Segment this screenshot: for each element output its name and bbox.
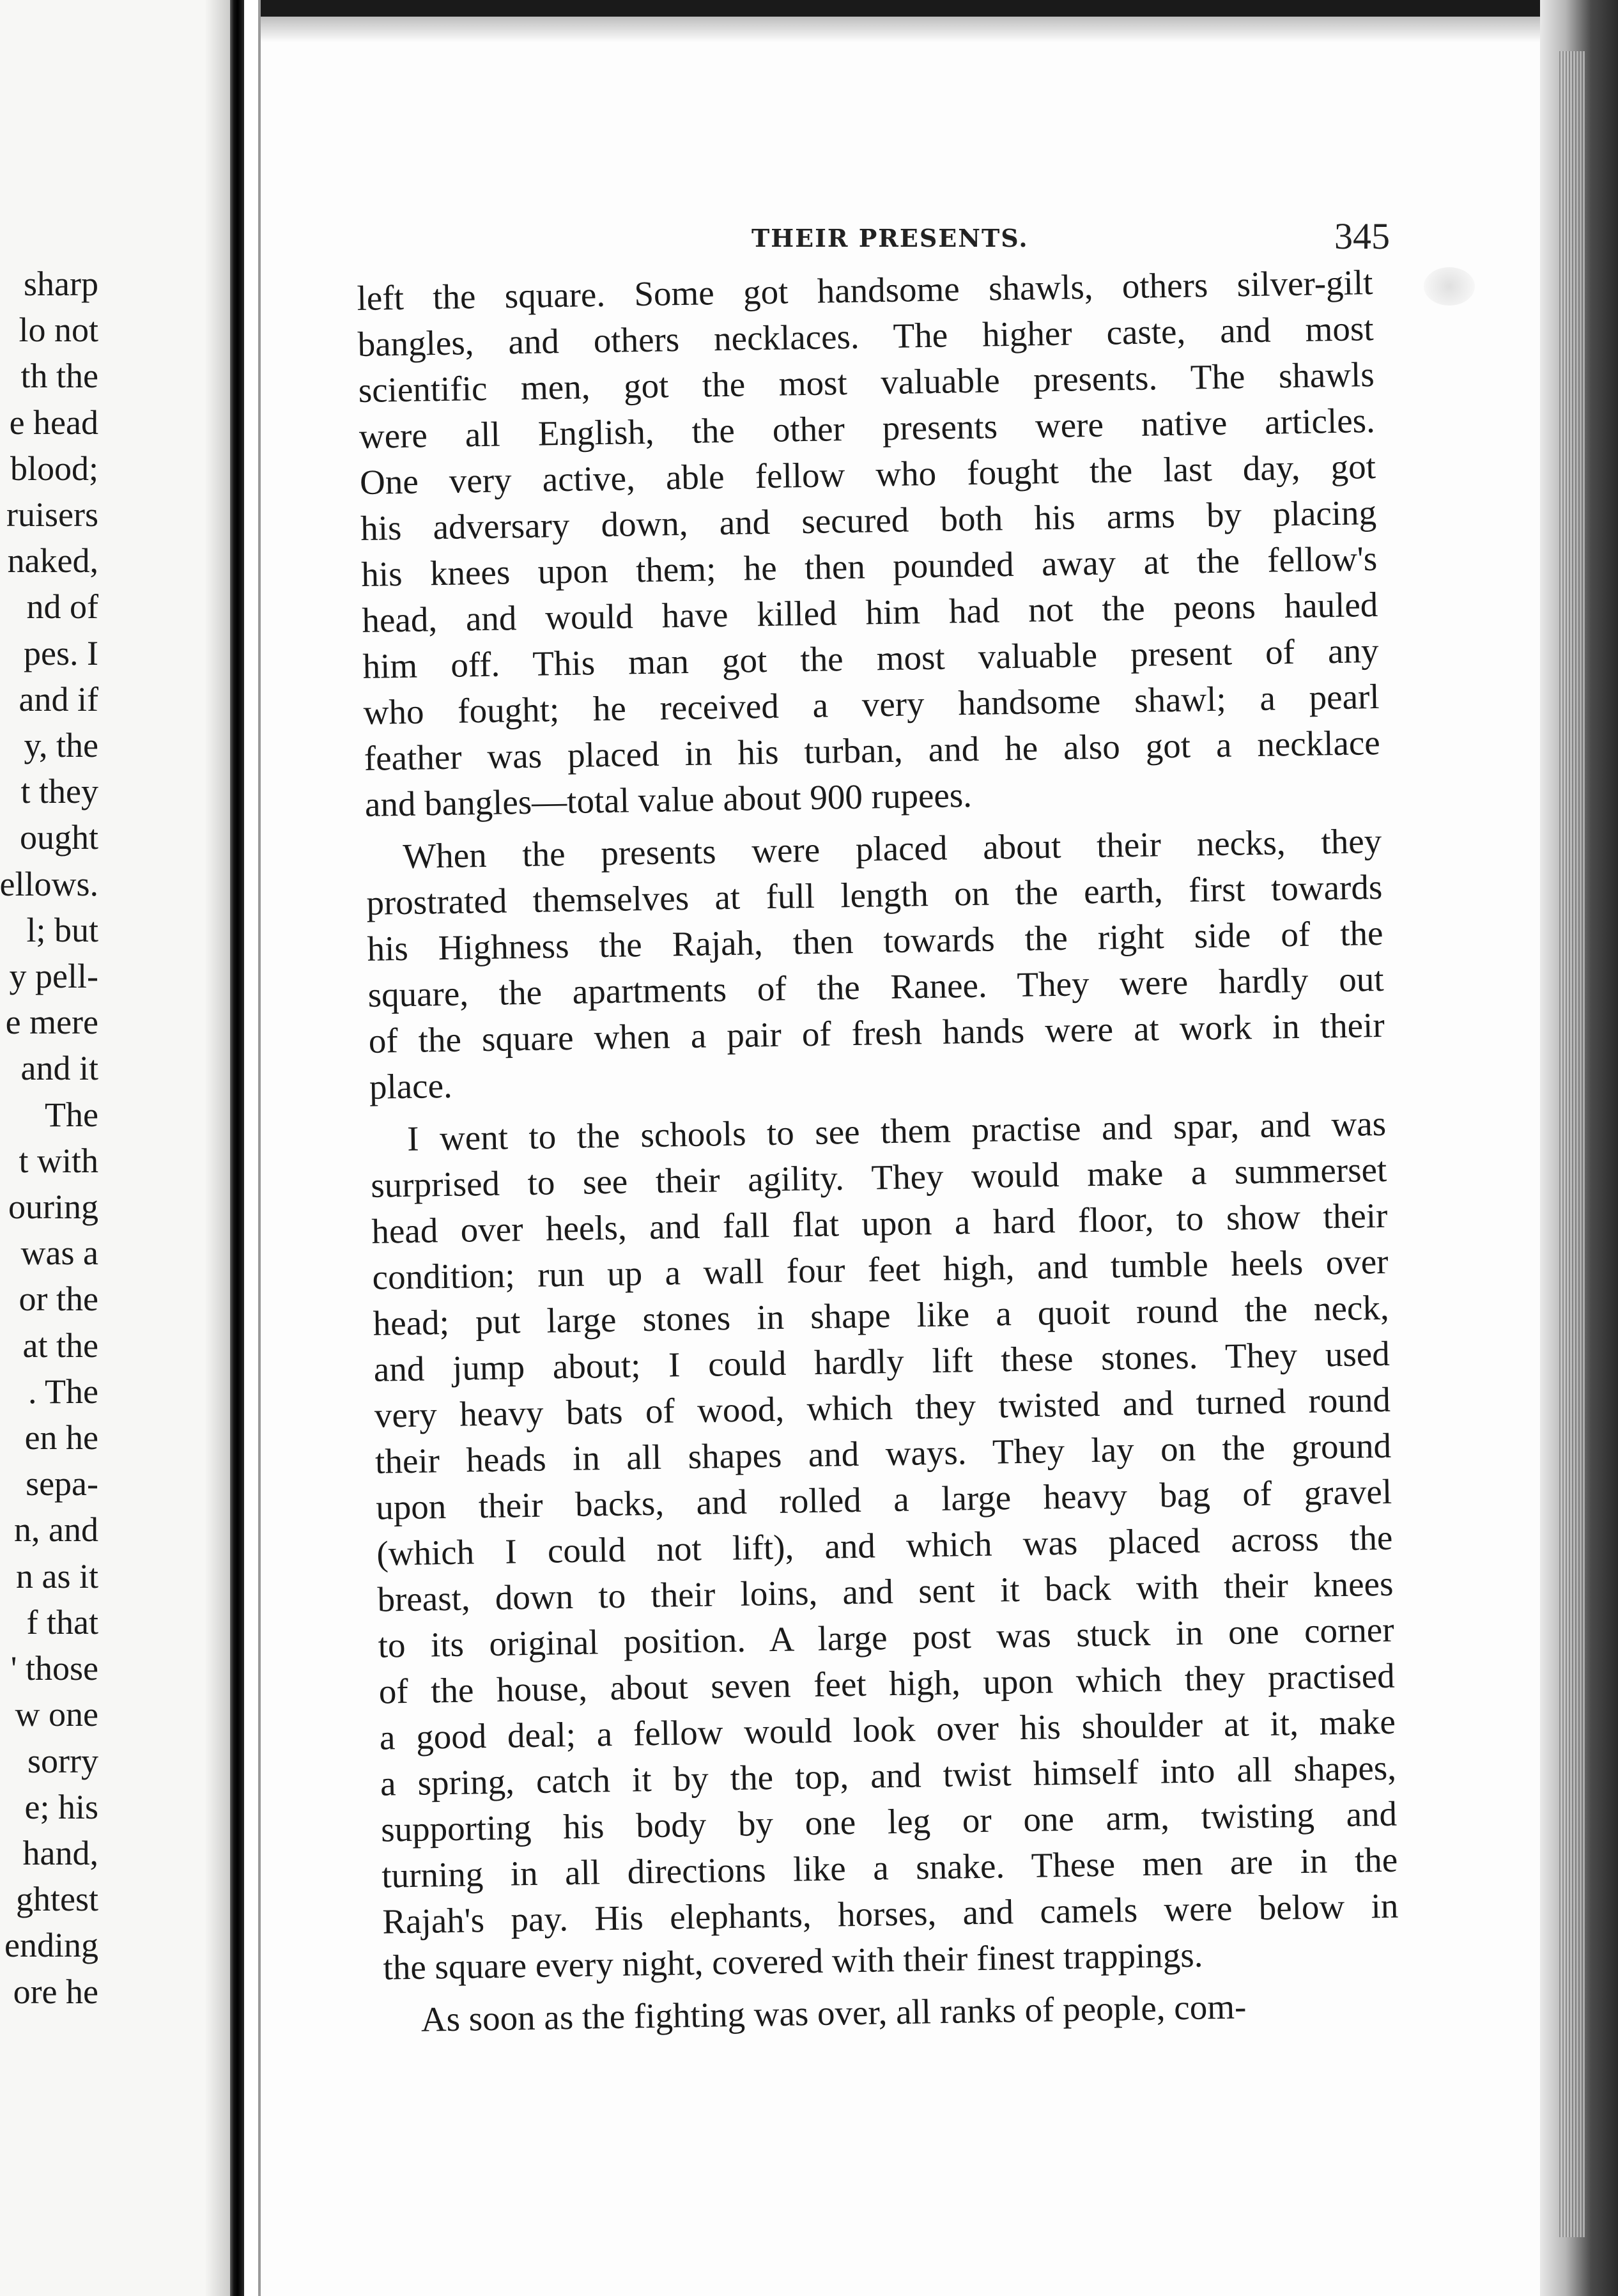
previous-page-line: ghtest [16,1880,98,1919]
previous-page-line: e; his [24,1787,98,1826]
previous-page-line: y, the [24,726,98,765]
text-line: left the square. Some got handsome shawls, others silver-gilt [357,263,1373,318]
text-line: square, the apartments of the Ranee. They were hardly out [367,959,1384,1014]
paragraph [366,818,1386,1110]
previous-page-line: e mere [5,1003,98,1042]
text-line: who fought; he received a very handsome shawl; a pearl [363,676,1380,732]
previous-page-line: f that [26,1602,98,1641]
previous-page-line: naked, [7,541,98,580]
text-line: his Highness the Rajah, then towards the right side of the [367,913,1383,968]
running-head: THEIR PRESENTS. [751,224,1029,252]
previous-page-line: ellows. [0,864,98,903]
scan-top-shadow [261,17,1618,42]
text-line: of the square when a pair of fresh hands were at work in their [368,1005,1385,1060]
previous-page-line: or the [19,1280,98,1319]
text-line: Rajah's pay. His elephants, horses, and camels were below in [381,1886,1399,1941]
page-number: 345 [1334,215,1390,257]
previous-page-line: blood; [10,449,98,488]
previous-page-line: l; but [26,910,98,949]
page-header [261,208,1398,260]
text-line: head, and would have killed him had not the peons hauled [361,584,1378,640]
previous-page-line: lo not [19,311,98,350]
previous-page-line: ending [4,1926,98,1965]
text-line: upon their backs, and rolled a large heavy bag of gravel [375,1471,1392,1527]
previous-page-line: en he [24,1418,98,1457]
text-line: of the house, about seven feet high, upon which they practised [378,1656,1396,1711]
paragraph [357,260,1381,828]
text-line: place. [369,1066,453,1106]
previous-page-line: t with [19,1141,98,1180]
text-line: head over heels, and fall flat upon a hard floor, to show their [371,1195,1388,1251]
previous-page-line: sharp [24,265,98,303]
text-line: supporting his body by one leg or one arm, twisting and [380,1794,1398,1849]
text-line: a good deal; a fellow would look over his shoulder at it, make [379,1702,1396,1757]
fore-edge-pages [1559,51,1585,2237]
text-line: him off. This man got the most valuable present of any [362,630,1379,686]
text-line: breast, down to their loins, and sent it back with their knees [377,1563,1394,1619]
book-gutter [230,0,244,2296]
text-line: his adversary down, and secured both his arms by placing [360,492,1377,548]
previous-page-line: sorry [27,1741,98,1780]
previous-page-line: . The [28,1372,98,1411]
previous-page-line: pes. I [24,633,98,672]
previous-page-line: at the [22,1326,98,1365]
text-line: One very active, able fellow who fought the last day, got [359,446,1376,502]
previous-page-line: n, and [14,1510,98,1549]
scan-top-border [261,0,1618,17]
text-line: turning in all directions like a snake. These men are in the [381,1840,1398,1895]
body-text [357,260,1400,2044]
previous-page-line: The [45,1095,98,1134]
text-line: As soon as the fighting was over, all ranks of people, com- [420,1987,1247,2039]
paragraph [370,1101,1399,1991]
previous-page-line: w one [15,1695,98,1734]
text-line: and jump about; I could hardly lift these stones. They used [373,1333,1391,1389]
text-line: his knees upon them; he then pounded away at the fellow's [360,538,1378,594]
text-line: prostrated themselves at full length on the earth, first towards [366,867,1383,922]
page-smudge [1424,267,1475,306]
previous-page-line: ruisers [6,495,98,534]
previous-page-line: y pell- [9,957,98,996]
previous-page-line: was a [20,1234,98,1273]
text-line: condition; run up a wall four feet high, and tumble heels over [372,1241,1389,1297]
text-line: the square every night, covered with their finest trappings. [383,1935,1203,1987]
text-line: feather was placed in his turban, and he also got a necklace [364,722,1381,778]
text-line: very heavy bats of wood, which they twisted and turned round [374,1379,1391,1435]
previous-page-line: sepa- [26,1464,98,1503]
text-line: surprised to see their agility. They would make a summerset [370,1149,1387,1205]
text-line: bangles, and others necklaces. The higher caste, and most [357,309,1374,364]
previous-page-line: t they [20,772,98,811]
text-line: head; put large stones in shape like a quoit round the neck, [373,1287,1390,1343]
previous-page-line: and it [20,1049,98,1088]
previous-page-line: nd of [26,587,98,626]
previous-page-line: ' those [10,1649,98,1688]
text-line: (which I could not lift), and which was placed across the [376,1517,1393,1573]
previous-page-line: ought [19,818,98,857]
previous-page-line: ore he [13,1972,98,2011]
page-curl-shadow [204,0,230,2296]
gutter-margin [244,0,258,2296]
text-line: I went to the schools to see them practise and spar, and was [406,1103,1387,1158]
previous-page-line: and if [19,679,98,718]
previous-page-line: e head [9,403,98,442]
text-line: were all English, the other presents were native articles. [358,400,1376,456]
text-line: to its original position. A large post was stuck in one corner [378,1610,1394,1665]
previous-page-line: th the [20,357,98,396]
previous-page-line: n as it [16,1556,98,1595]
text-line: When the presents were placed about their necks, they [402,821,1382,876]
book-page [261,17,1540,2296]
previous-page-line: ouring [8,1188,98,1227]
previous-page-line: hand, [22,1833,98,1872]
text-line: scientific men, got the most valuable presents. The shawls [358,355,1375,410]
text-line: and bangles—total value about 900 rupees. [364,775,973,824]
text-line: their heads in all shapes and ways. They lay on the ground [374,1425,1392,1481]
previous-page-fragment [0,0,230,2296]
text-line: a spring, catch it by the top, and twist himself into all shapes, [380,1748,1397,1803]
previous-page-text [0,261,98,2015]
